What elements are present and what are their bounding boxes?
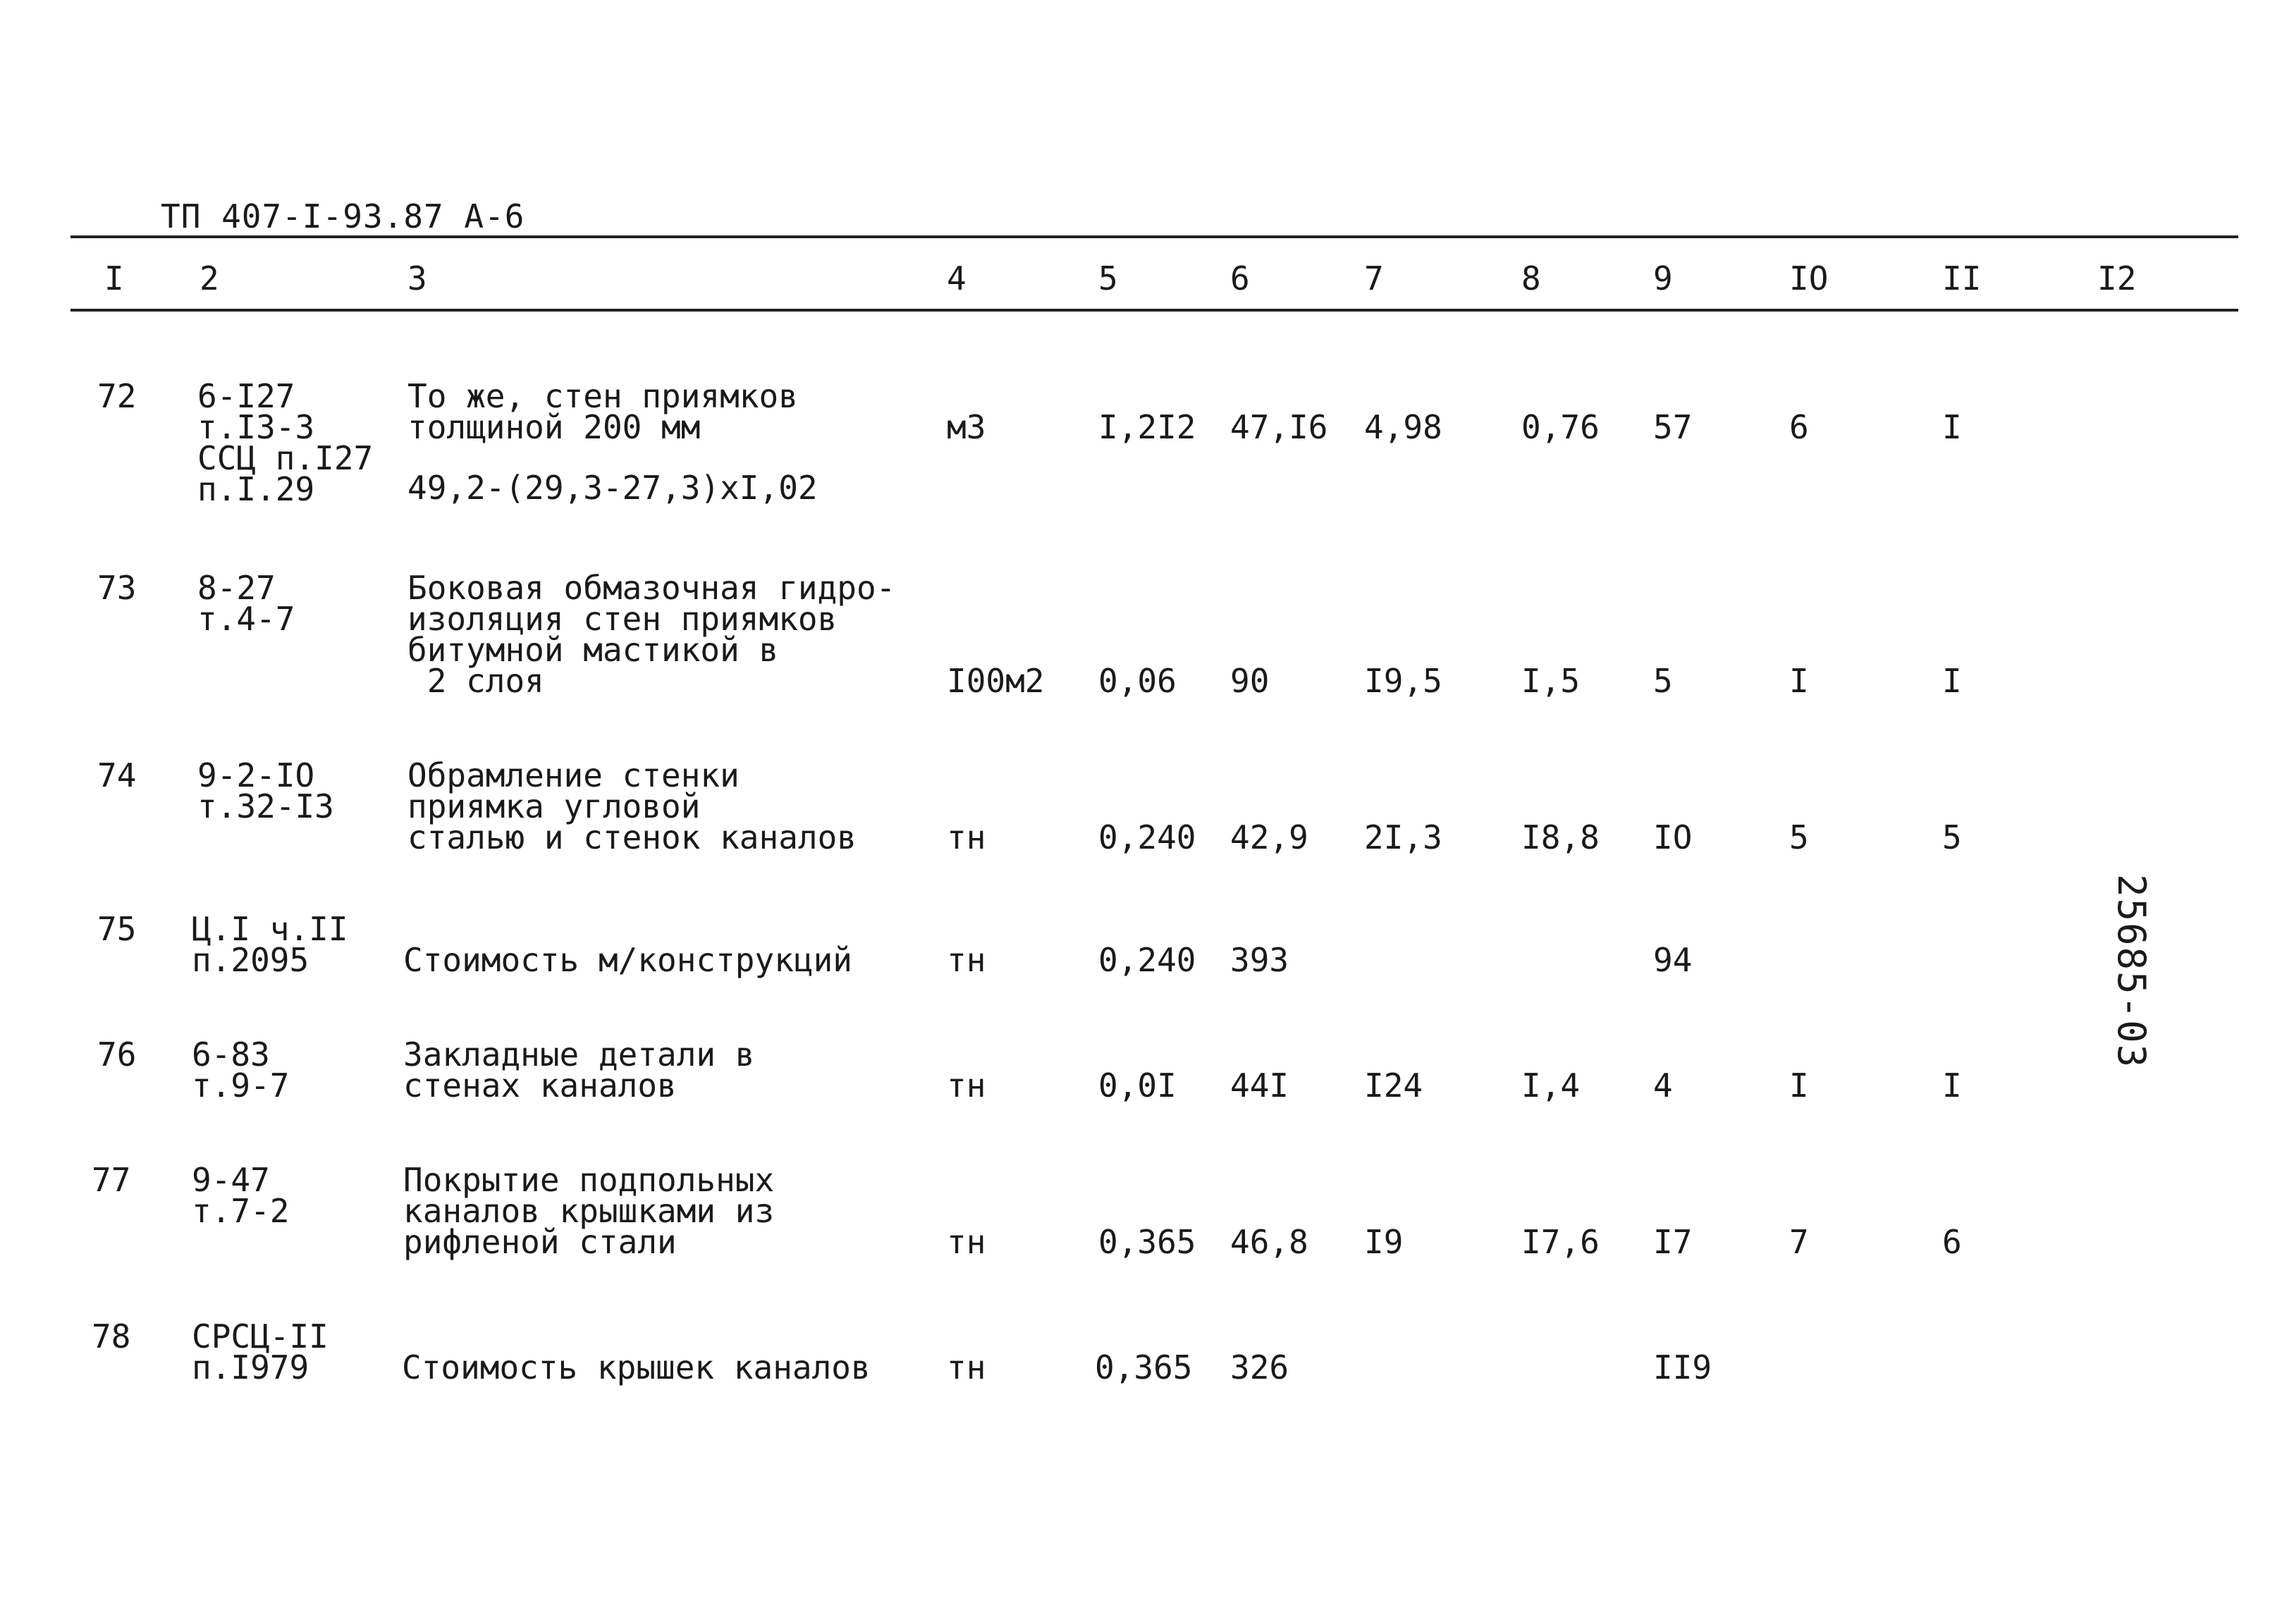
- col-6-value: 44I: [1230, 1066, 1289, 1105]
- norm-code: 6-I27 т.I3-3 ССЦ п.I27 п.I.29: [197, 377, 374, 508]
- unit: м3: [947, 408, 986, 446]
- col-9-value: IO: [1653, 818, 1693, 856]
- row-number: 72: [97, 377, 137, 415]
- col-11-value: I: [1942, 662, 1962, 700]
- col-6-value: 42,9: [1230, 818, 1308, 856]
- work-description: То же, стен приямков толщиной 200 мм 49,2-(29,3-27,3)хI,02: [407, 377, 818, 507]
- column-header: 7: [1364, 259, 1384, 297]
- col-11-value: 5: [1942, 818, 1962, 856]
- col-8-value: 0,76: [1521, 408, 1600, 446]
- unit: тн: [947, 941, 986, 979]
- quantity: 0,06: [1098, 662, 1177, 700]
- column-header: I2: [2097, 259, 2137, 297]
- norm-code: 8-27 т.4-7: [197, 569, 295, 638]
- work-description: Обрамление стенки приямка угловой сталью и стенок каналов: [407, 756, 857, 856]
- norm-code: Ц.I ч.II п.2095: [192, 910, 348, 979]
- norm-code: 9-2-IO т.32-I3: [197, 756, 334, 825]
- col-7-value: I9: [1364, 1223, 1404, 1261]
- norm-code: СРСЦ-II п.I979: [192, 1317, 329, 1386]
- quantity: 0,240: [1098, 941, 1196, 979]
- quantity: I,2I2: [1098, 408, 1196, 446]
- column-header: 4: [947, 259, 967, 297]
- column-header: 3: [407, 259, 427, 297]
- side-stamp-number: 25685-03: [2109, 874, 2154, 1069]
- col-7-value: 4,98: [1364, 408, 1442, 446]
- col-10-value: 5: [1789, 818, 1809, 856]
- column-header: 5: [1098, 259, 1118, 297]
- row-number: 74: [97, 756, 137, 794]
- col-11-value: I: [1942, 1066, 1962, 1105]
- col-6-value: 47,I6: [1230, 408, 1328, 446]
- col-6-value: 90: [1230, 662, 1270, 700]
- work-description: Стоимость м/конструкций: [403, 941, 852, 979]
- column-header: 9: [1653, 259, 1673, 297]
- col-9-value: II9: [1653, 1348, 1712, 1386]
- quantity: 0,0I: [1098, 1066, 1177, 1105]
- col-8-value: I,4: [1521, 1066, 1581, 1105]
- col-10-value: 6: [1789, 408, 1809, 446]
- unit: тн: [947, 1348, 986, 1386]
- row-number: 78: [92, 1317, 131, 1355]
- norm-code: 9-47 т.7-2: [192, 1161, 290, 1230]
- col-6-value: 46,8: [1230, 1223, 1308, 1261]
- col-8-value: I7,6: [1521, 1223, 1600, 1261]
- col-7-value: 2I,3: [1364, 818, 1442, 856]
- col-11-value: I: [1942, 408, 1962, 446]
- row-number: 77: [92, 1161, 131, 1199]
- norm-code: 6-83 т.9-7: [192, 1035, 290, 1105]
- column-header: 6: [1230, 259, 1250, 297]
- work-description: Покрытие подпольных каналов крышками из рифленой стали: [403, 1161, 775, 1261]
- column-header: 8: [1521, 259, 1541, 297]
- quantity: 0,240: [1098, 818, 1196, 856]
- column-header: 2: [200, 259, 219, 297]
- row-number: 75: [97, 910, 137, 948]
- col-8-value: I8,8: [1521, 818, 1600, 856]
- col-7-value: I24: [1364, 1066, 1423, 1105]
- column-header-row: [0, 259, 2282, 302]
- unit: I00м2: [947, 662, 1045, 700]
- column-header: I: [104, 259, 124, 297]
- document-code: ТП 407-I-93.87 А-6: [161, 197, 525, 235]
- quantity: 0,365: [1095, 1348, 1193, 1386]
- unit: тн: [947, 1066, 986, 1105]
- work-description: Закладные детали в стенах каналов: [403, 1035, 755, 1105]
- row-number: 76: [97, 1035, 137, 1074]
- work-description: Стоимость крышек каналов: [402, 1348, 871, 1386]
- unit: тн: [947, 818, 986, 856]
- col-9-value: 5: [1653, 662, 1673, 700]
- column-header: II: [1942, 259, 1982, 297]
- row-number: 73: [97, 569, 137, 607]
- col-6-value: 393: [1230, 941, 1289, 979]
- col-9-value: I7: [1653, 1223, 1693, 1261]
- quantity: 0,365: [1098, 1223, 1196, 1261]
- column-header: IO: [1789, 259, 1829, 297]
- col-10-value: I: [1789, 1066, 1809, 1105]
- col-10-value: I: [1789, 662, 1809, 700]
- col-8-value: I,5: [1521, 662, 1581, 700]
- col-11-value: 6: [1942, 1223, 1962, 1261]
- unit: тн: [947, 1223, 986, 1261]
- header-top-rule: [70, 235, 2238, 238]
- col-9-value: 94: [1653, 941, 1693, 979]
- col-6-value: 326: [1230, 1348, 1289, 1386]
- work-description: Боковая обмазочная гидро- изоляция стен приямков битумной мастикой в 2 слоя: [407, 569, 896, 700]
- col-10-value: 7: [1789, 1223, 1809, 1261]
- col-7-value: I9,5: [1364, 662, 1442, 700]
- col-9-value: 4: [1653, 1066, 1673, 1105]
- col-9-value: 57: [1653, 408, 1693, 446]
- header-bottom-rule: [70, 309, 2238, 312]
